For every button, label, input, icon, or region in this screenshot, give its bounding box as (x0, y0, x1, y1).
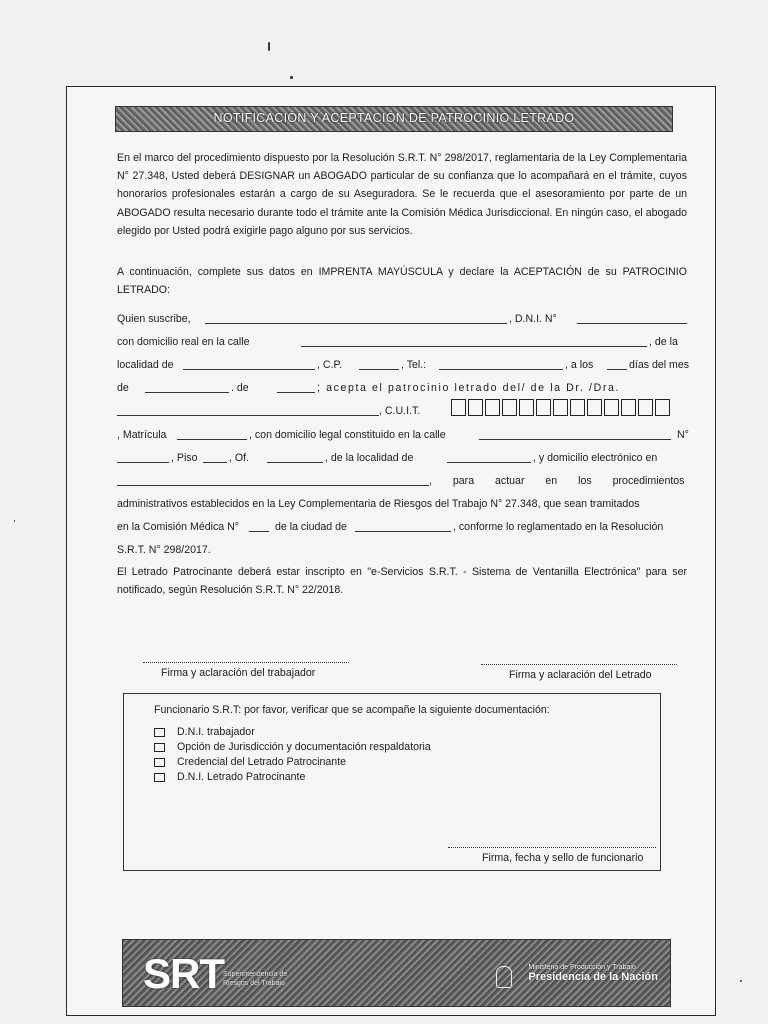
scan-speck (740, 980, 742, 982)
label-ciudad: de la ciudad de (275, 521, 347, 533)
label-para-actuar: , para actuar en los procedimientos (429, 475, 685, 487)
lawyer-signature-label: Firma y aclaración del Letrado (509, 669, 652, 681)
number-field[interactable] (117, 450, 169, 463)
label-comision: en la Comisión Médica N° (117, 521, 239, 533)
srt-subtitle-line: Riesgos del Trabajo (223, 980, 285, 987)
legal-street-field[interactable] (479, 427, 671, 440)
street-field[interactable] (301, 334, 647, 347)
label-domicilio-electronico: , y domicilio electrónico en (533, 452, 658, 464)
label-conforme: , conforme lo reglamentado en la Resolución (453, 521, 664, 533)
cuit-box[interactable] (638, 399, 653, 416)
worker-signature-line[interactable] (143, 661, 349, 663)
form-line-piso (117, 450, 689, 470)
label-dni: , D.N.I. N° (509, 313, 557, 325)
label-cuit: , C.U.I.T. (379, 405, 421, 417)
label-quien: Quien suscribe, (117, 313, 191, 325)
label-administrativos: administrativos establecidos en la Ley Complementaria de Riesgos del Trabajo N° 27.348, que sean tramitados (117, 498, 640, 510)
cuit-box[interactable] (655, 399, 670, 416)
label-srt: S.R.T. N° 298/2017. (117, 544, 211, 556)
checkbox[interactable] (154, 758, 165, 767)
form-line-srt (117, 542, 689, 562)
scan-speck (268, 42, 270, 51)
cuit-boxes[interactable] (451, 399, 670, 416)
scan-speck (14, 520, 15, 522)
cuit-box[interactable] (553, 399, 568, 416)
national-shield-icon (496, 966, 512, 988)
checkbox[interactable] (154, 728, 165, 737)
presidency-name: Presidencia de la Nación (528, 971, 658, 983)
cuit-box[interactable] (604, 399, 619, 416)
label-n: N° (677, 429, 689, 441)
phone-field[interactable] (439, 357, 563, 370)
label-a-los: , a los (565, 359, 594, 371)
checklist-item[interactable] (154, 726, 255, 738)
electronic-address-field[interactable] (117, 473, 429, 486)
form-line-date (117, 380, 689, 400)
matricula-field[interactable] (177, 427, 247, 440)
label-tel: , Tel.: (401, 359, 427, 371)
checklist-item-label: D.N.I. trabajador (177, 726, 255, 738)
label-localidad-2: , de la localidad de (325, 452, 414, 464)
form-line-address (117, 334, 689, 354)
checkbox[interactable] (154, 773, 165, 782)
title-banner (115, 106, 673, 132)
year-field[interactable] (277, 380, 315, 393)
checklist-item-label: D.N.I. Letrado Patrocinante (177, 771, 306, 783)
checklist-item-label: Credencial del Letrado Patrocinante (177, 756, 347, 768)
checklist-item[interactable] (154, 741, 431, 753)
label-de-la: , de la (649, 336, 678, 348)
intro-paragraph: En el marco del procedimiento dispuesto por la Resolución S.R.T. N° 298/2017, reglamentaria de la Ley Complementaria N° 27.348, Usted deberá DESIGNAR un ABOGADO particular de su confianza que lo acompañará en el trámite, cuyos honorarios profesionales estarán a cargo de su Aseguradora. Se le recuerda que el asesoramiento por parte de un ABOGADO resulta necesario durante todo el trámite ante la Comisión Médica Jurisdiccional. En ningún caso, el abogado elegido por Usted podrá exigirle pago alguno por sus servicios. (117, 152, 687, 237)
cuit-box[interactable] (587, 399, 602, 416)
cuit-box[interactable] (485, 399, 500, 416)
cuit-box[interactable] (468, 399, 483, 416)
ministry-name: Ministerio de Producción y Trabajo (528, 964, 636, 971)
cp-field[interactable] (359, 357, 399, 370)
page-title: NOTIFICACIÓN Y ACEPTACIÓN DE PATROCINIO LETRADO (213, 111, 575, 125)
checklist-item[interactable] (154, 771, 305, 783)
legal-locality-field[interactable] (447, 450, 531, 463)
label-piso: , Piso (171, 452, 198, 464)
cuit-box[interactable] (451, 399, 466, 416)
lawyer-signature-line[interactable] (481, 663, 677, 665)
label-acepta: ; acepta el patrocinio letrado del/ de la Dr. /Dra. (317, 382, 621, 394)
label-dias: días del mes (629, 359, 690, 371)
scan-speck (290, 76, 293, 79)
locality-field[interactable] (183, 357, 315, 370)
form-line-email (117, 473, 689, 493)
srt-subtitle (223, 970, 287, 988)
office-field[interactable] (267, 450, 323, 463)
day-field[interactable] (607, 357, 627, 370)
checkbox[interactable] (154, 743, 165, 752)
label-domicilio-legal: , con domicilio legal constituido en la calle (249, 429, 446, 441)
cuit-box[interactable] (621, 399, 636, 416)
form-line-matricula (117, 427, 689, 447)
official-signature-line[interactable] (448, 846, 656, 848)
ministry-block (528, 964, 658, 983)
city-field[interactable] (355, 519, 451, 532)
cuit-box[interactable] (502, 399, 517, 416)
cuit-box[interactable] (519, 399, 534, 416)
form-line-administrativos (117, 496, 689, 516)
official-signature-label: Firma, fecha y sello de funcionario (482, 852, 644, 864)
form-line-locality (117, 357, 689, 377)
label-domicilio: con domicilio real en la calle (117, 336, 250, 348)
name-field[interactable] (205, 311, 507, 324)
label-de-1: de (117, 382, 129, 394)
checklist-heading: Funcionario S.R.T: por favor, verificar que se acompañe la siguiente documentación: (154, 704, 550, 716)
form-line-comision (117, 519, 689, 539)
dni-field[interactable] (577, 311, 687, 324)
month-field[interactable] (145, 380, 229, 393)
form-line-cuit (117, 403, 689, 423)
label-de-2: . de (231, 382, 249, 394)
floor-field[interactable] (203, 450, 227, 463)
srt-subtitle-line: Superintendencia de (223, 971, 288, 978)
label-matricula: , Matrícula (117, 429, 167, 441)
worker-signature-label: Firma y aclaración del trabajador (161, 667, 316, 679)
label-cp: , C.P. (317, 359, 343, 371)
instruction-paragraph: A continuación, complete sus datos en IMPRENTA MAYÚSCULA y declare la ACEPTACIÓN de su PATROCINIO LETRADO: (117, 266, 687, 297)
lawyer-name-field[interactable] (117, 403, 379, 416)
label-of: , Of. (229, 452, 250, 464)
form-line-name (117, 311, 689, 331)
cuit-box[interactable] (570, 399, 585, 416)
label-localidad: localidad de (117, 359, 174, 371)
srt-logo: SRT (143, 950, 224, 997)
checklist-item-label: Opción de Jurisdicción y documentación respaldatoria (177, 741, 431, 753)
checklist-box (123, 693, 661, 871)
checklist-item[interactable] (154, 756, 346, 768)
form-page (66, 86, 716, 1016)
cuit-box[interactable] (536, 399, 551, 416)
footer-band (122, 939, 671, 1007)
notice-paragraph: El Letrado Patrocinante deberá estar inscripto en "e-Servicios S.R.T. - Sistema de Ventanilla Electrónica" para ser notificado, según Resolución S.R.T. N° 22/2018. (117, 566, 687, 597)
commission-number-field[interactable] (249, 519, 269, 532)
